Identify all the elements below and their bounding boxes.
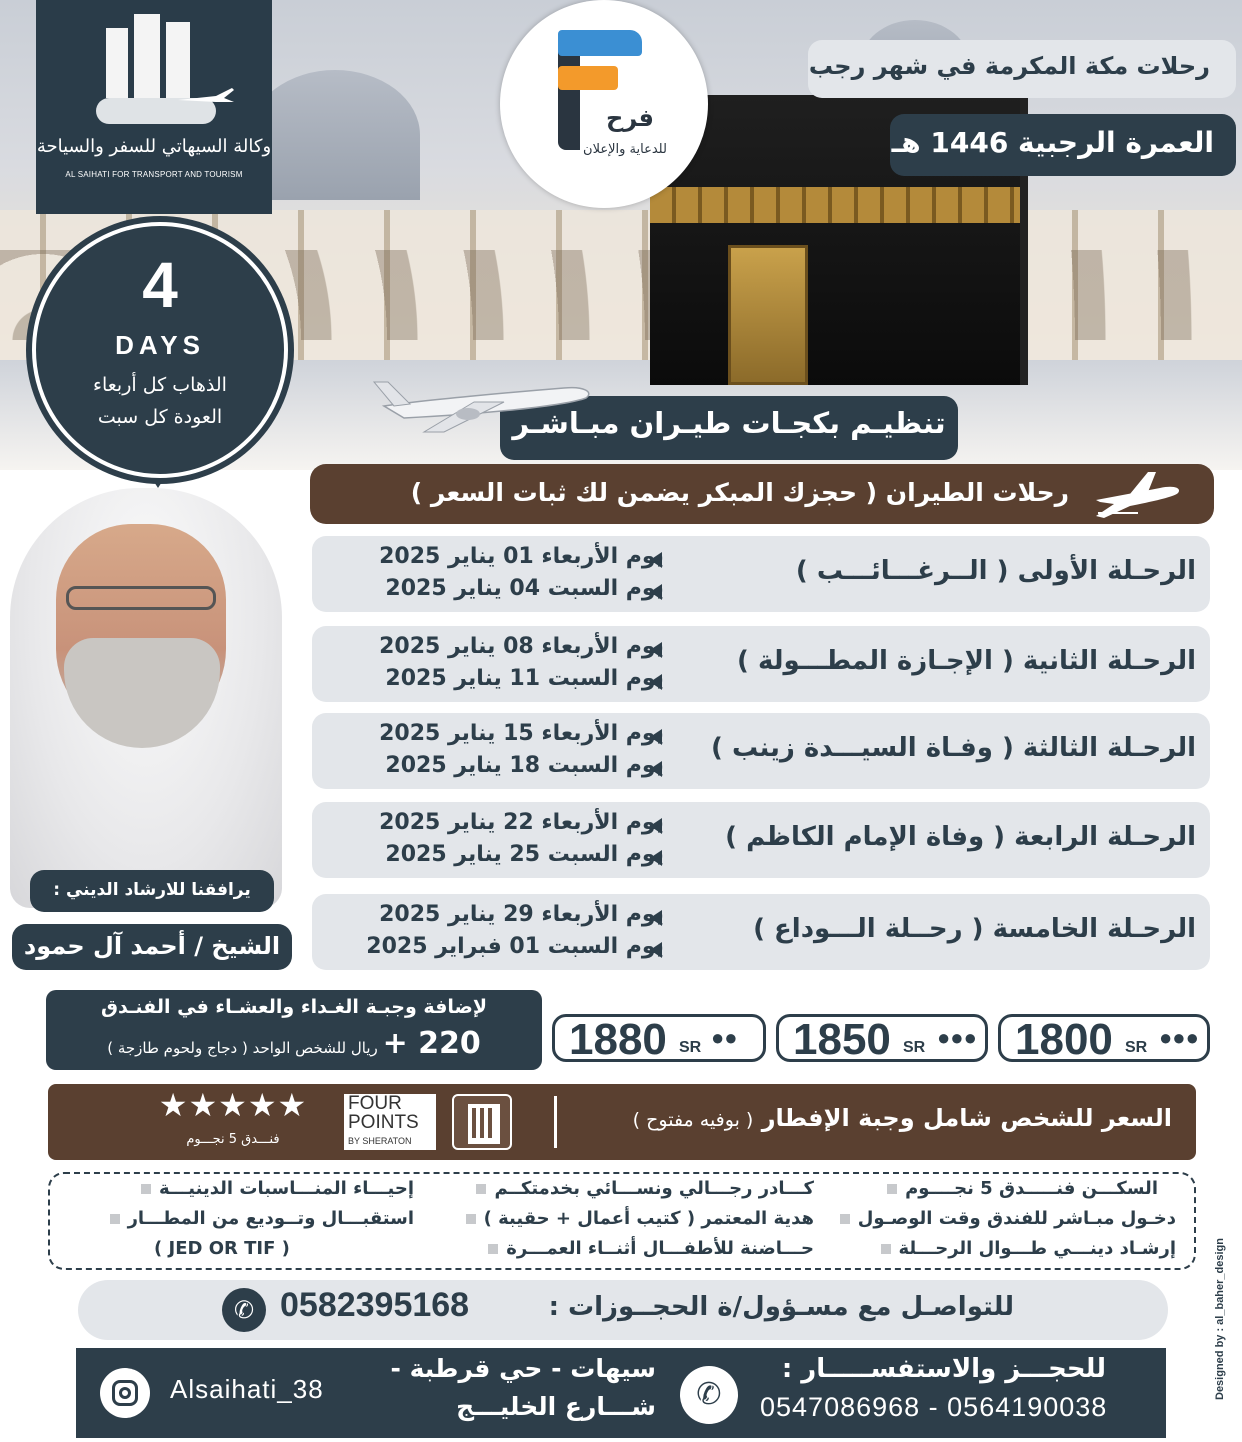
trip-name: الرحـلة الخامسة ( رحــلة الـــوداع ) xyxy=(753,914,1196,944)
feature-item: هدية المعتمر ( كتيب أعمال + حقيبة ) xyxy=(466,1208,814,1229)
price-value: 1850 xyxy=(793,1015,891,1064)
brand-four: FOUR xyxy=(348,1093,402,1114)
airplane-icon xyxy=(364,362,596,442)
kaaba-door xyxy=(728,245,808,385)
farah-subtitle: للدعاية والإعلان xyxy=(583,142,667,157)
trip-departure: يوم الأربعاء 01 يناير 2025 xyxy=(379,544,664,569)
group-of-three-icon: ●●● xyxy=(937,1025,977,1050)
trip-departure: يوم الأربعاء 29 يناير 2025 xyxy=(379,902,664,927)
meal-description: لإضافة وجبـة الغـداء والعشـاء في الفنـدق xyxy=(100,996,488,1018)
farah-name: فرح xyxy=(606,104,654,132)
price-tag xyxy=(776,1014,988,1062)
price-value: 1880 xyxy=(569,1015,667,1064)
trip-card xyxy=(312,894,1210,970)
five-stars-icon: ★★★★★ xyxy=(158,1086,308,1124)
features-box xyxy=(48,1172,1196,1270)
instagram-icon[interactable] xyxy=(100,1368,150,1418)
departure-day: الذهاب كل أربعاء xyxy=(93,374,227,396)
agency-logo xyxy=(36,0,272,214)
group-of-two-icon: ●● xyxy=(711,1025,738,1050)
four-points-logo xyxy=(344,1094,436,1150)
trip-departure: يوم الأربعاء 22 يناير 2025 xyxy=(379,810,664,835)
flight-plane-icon xyxy=(1090,466,1186,522)
feature-item: إرشـاد دينـــي طـــوال الرحـــلة xyxy=(881,1238,1177,1259)
trip-card xyxy=(312,626,1210,702)
logo-plane-icon xyxy=(176,86,236,110)
trip-card xyxy=(312,802,1210,878)
price-tag xyxy=(998,1014,1210,1062)
trip-card xyxy=(312,713,1210,789)
trip-return: يوم السبت 11 يناير 2025 xyxy=(385,666,664,691)
logo-english-name: AL SAIHATI FOR TRANSPORT AND TOURISM xyxy=(65,170,243,179)
hotel-building-icon xyxy=(452,1094,512,1150)
logo-building xyxy=(106,28,128,98)
brand-sheraton: BY SHERATON xyxy=(348,1136,412,1146)
trip-return: يوم السبت 25 يناير 2025 xyxy=(385,842,664,867)
guide-name: الشيخ / أحمد آل حمود xyxy=(12,924,292,970)
trip-return: يوم السبت 04 يناير 2025 xyxy=(385,576,664,601)
price-unit: SR xyxy=(903,1039,926,1056)
trip-card xyxy=(312,536,1210,612)
farah-advertising-logo xyxy=(500,0,708,208)
hotel-banner xyxy=(48,1084,1196,1160)
trip-name: الرحـلة الأولى ( الــرغـــائـــب ) xyxy=(795,556,1196,586)
meal-addon xyxy=(46,990,542,1070)
trip-return: يوم السبت 18 يناير 2025 xyxy=(385,753,664,778)
hotel-rating-label: فنـــدق 5 نجـــوم xyxy=(186,1132,280,1147)
meal-price xyxy=(46,1026,542,1061)
mosque-dome xyxy=(250,70,420,200)
price-includes xyxy=(633,1104,1172,1132)
feature-item: السكـــن فنـــــدق 5 نجــــوم xyxy=(887,1178,1158,1199)
feature-item: حـــاضنة للأطفـــال أثنــاء العمـــرة xyxy=(488,1238,814,1259)
brand-points: POINTS xyxy=(348,1112,419,1133)
days-label: DAYS xyxy=(115,330,205,360)
footer xyxy=(76,1348,1166,1438)
instagram-handle[interactable]: Alsaihati_38 xyxy=(170,1374,324,1404)
price-includes-text: السعر للشخص شامل وجبة الإفطار xyxy=(761,1104,1172,1132)
whatsapp-icon[interactable]: ✆ xyxy=(680,1366,738,1424)
divider xyxy=(554,1096,557,1148)
duration-badge xyxy=(32,222,288,478)
packages-title: تنظيـم بكجـات طيـران مبـاشـر xyxy=(500,396,958,460)
flights-title: رحلات الطيران ( حجزك المبكر يضمن لك ثبات السعر ) xyxy=(310,464,1214,524)
meal-note: ريال للشخص الواحد ( دجاج ولحوم طازجة ) xyxy=(107,1039,378,1057)
feature-item: كـــادر رجـــالي ونســـائي بخدمتكــم xyxy=(476,1178,814,1199)
price-unit: SR xyxy=(1125,1039,1148,1056)
address-line: سيهات - حي قرطبة - xyxy=(390,1354,656,1383)
price-value: 1800 xyxy=(1015,1015,1113,1064)
trip-name: الرحـلة الثالثة ( وفـاة السيـــدة زينب ) xyxy=(711,733,1196,763)
feature-item: دخـول مبـاشر للفندق وقت الوصـول xyxy=(840,1208,1176,1229)
trip-title: رحلات مكة المكرمة في شهر رجب xyxy=(808,40,1236,98)
address-line: شـــارع الخليـــج xyxy=(456,1392,656,1421)
meal-amount: 220 + xyxy=(382,1026,481,1061)
booking-phone[interactable]: 0582395168 xyxy=(280,1286,470,1324)
sheikh-photo xyxy=(0,488,292,908)
return-day: العودة كل سبت xyxy=(97,406,223,428)
price-tag xyxy=(552,1014,766,1062)
trip-departure: يوم الأربعاء 15 يناير 2025 xyxy=(379,721,664,746)
days-count: 4 xyxy=(142,249,178,321)
kaaba-gold-band xyxy=(650,187,1020,223)
whatsapp-icon[interactable]: ✆ xyxy=(222,1288,266,1332)
farah-f-middle xyxy=(558,66,618,90)
price-unit: SR xyxy=(679,1039,702,1056)
designer-credit: Designed by : al_baher_design xyxy=(1214,1238,1226,1400)
trip-name: الرحـلة الثانية ( الإجـازة المطـــولة ) xyxy=(737,646,1196,676)
trip-return: يوم السبت 01 فبراير 2025 xyxy=(366,934,664,959)
farah-f-top xyxy=(558,30,642,56)
group-of-three-icon: ●●● xyxy=(1159,1025,1199,1050)
glasses-icon xyxy=(66,586,216,610)
trip-name: الرحـلة الرابعة ( وفاة الإمام الكاظم ) xyxy=(725,822,1196,852)
contact-bar xyxy=(78,1280,1168,1340)
inquiry-phones[interactable]: 0547086968 - 0564190038 xyxy=(760,1392,1108,1422)
trip-departure: يوم الأربعاء 08 يناير 2025 xyxy=(379,634,664,659)
booking-label: للحجـــز والاستفســـــار : xyxy=(781,1354,1106,1384)
feature-item: استقبـــال وتــوديع من المطـــار xyxy=(110,1208,414,1229)
buffet-note: ( بوفيه مفتوح ) xyxy=(632,1109,754,1131)
logo-arabic-name: وكالة السيهاتي للسفر والسياحة xyxy=(36,136,272,157)
logo-building xyxy=(134,14,160,98)
airport-codes: ( JED OR TIF ) xyxy=(154,1238,290,1259)
umrah-title: العمرة الرجبية 1446 هـ xyxy=(890,114,1236,176)
contact-label: للتواصـل مع مسـؤول/ة الحجــوزات : xyxy=(548,1292,1014,1322)
feature-item: إحيـــاء المنـــاسبات الدينيـــة xyxy=(141,1178,414,1199)
guide-label: يرافقنا للارشاد الديني : xyxy=(30,870,274,912)
